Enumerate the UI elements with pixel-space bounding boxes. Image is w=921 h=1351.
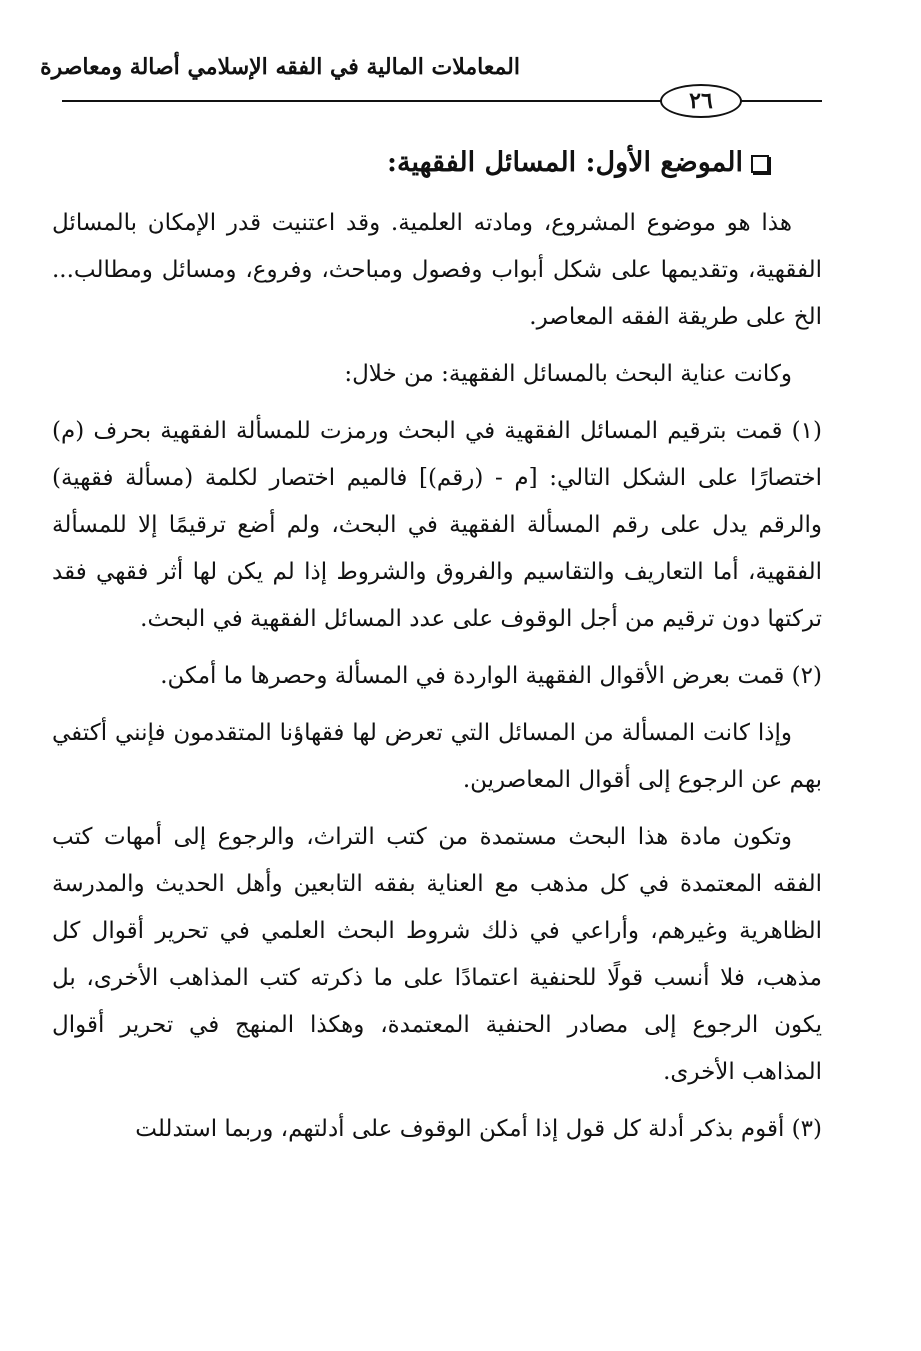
section-heading <box>387 146 769 180</box>
square-bullet-icon <box>751 155 769 173</box>
paragraph: وإذا كانت المسألة من المسائل التي تعرض لها فقهاؤنا المتقدمون فإنني أكتفي بهم عن الرجوع إلى أقوال المعاصرين. <box>52 720 822 793</box>
paragraph: هذا هو موضوع المشروع، ومادته العلمية. وقد اعتنيت قدر الإمكان بالمسائل الفقهية، وتقديمها على شكل أبواب وفصول ومباحث، وفروع، ومسائل ومطالب... الخ على طريقة الفقه المعاصر. <box>52 210 822 330</box>
running-header-title: المعاملات المالية في الفقه الإسلامي أصالة ومعاصرة <box>40 54 520 80</box>
section-heading-text: الموضع الأول: المسائل الفقهية: <box>387 147 743 178</box>
numbered-paragraph: (٢) قمت بعرض الأقوال الفقهية الواردة في المسألة وحصرها ما أمكن. <box>160 663 822 689</box>
paragraph: وتكون مادة هذا البحث مستمدة من كتب التراث، والرجوع إلى أمهات كتب الفقه المعتمدة في كل مذهب مع العناية بفقه التابعين وأهل الحديث والمدرسة الظاهرية وغيرهم، وأراعي في ذلك شروط البحث العلمي في تحرير أقوال كل مذهب، فلا أنسب قولًا للحنفية اعتمادًا على ما ذكرته كتب المذاهب الأخرى، بل يكون الرجوع إلى مصادر الحنفية المعتمدة، وهكذا المنهج في تحرير أقوال المذاهب الأخرى. <box>52 824 822 1085</box>
body-text <box>52 200 822 1163</box>
paragraph: وكانت عناية البحث بالمسائل الفقهية: من خلال: <box>344 361 792 387</box>
numbered-paragraph: (٣) أقوم بذكر أدلة كل قول إذا أمكن الوقوف على أدلتهم، وربما استدللت <box>135 1116 822 1142</box>
page-number: ٢٦ <box>660 84 742 118</box>
numbered-paragraph: (١) قمت بترقيم المسائل الفقهية في البحث ورمزت للمسألة الفقهية بحرف (م) اختصارًا على الشكل التالي: [م - (رقم)] فالميم اختصار لكلمة (مسألة فقهية) والرقم يدل على رقم المسألة الفقهية في البحث، ولم أضع ترقيمًا إلا للمسألة الفقهية، أما التعاريف والتقاسيم والفروق والشروط إذا لم يكن لها أثر فقهي فقد تركتها دون ترقيم من أجل الوقوف على عدد المسائل الفقهية في البحث. <box>52 418 822 632</box>
